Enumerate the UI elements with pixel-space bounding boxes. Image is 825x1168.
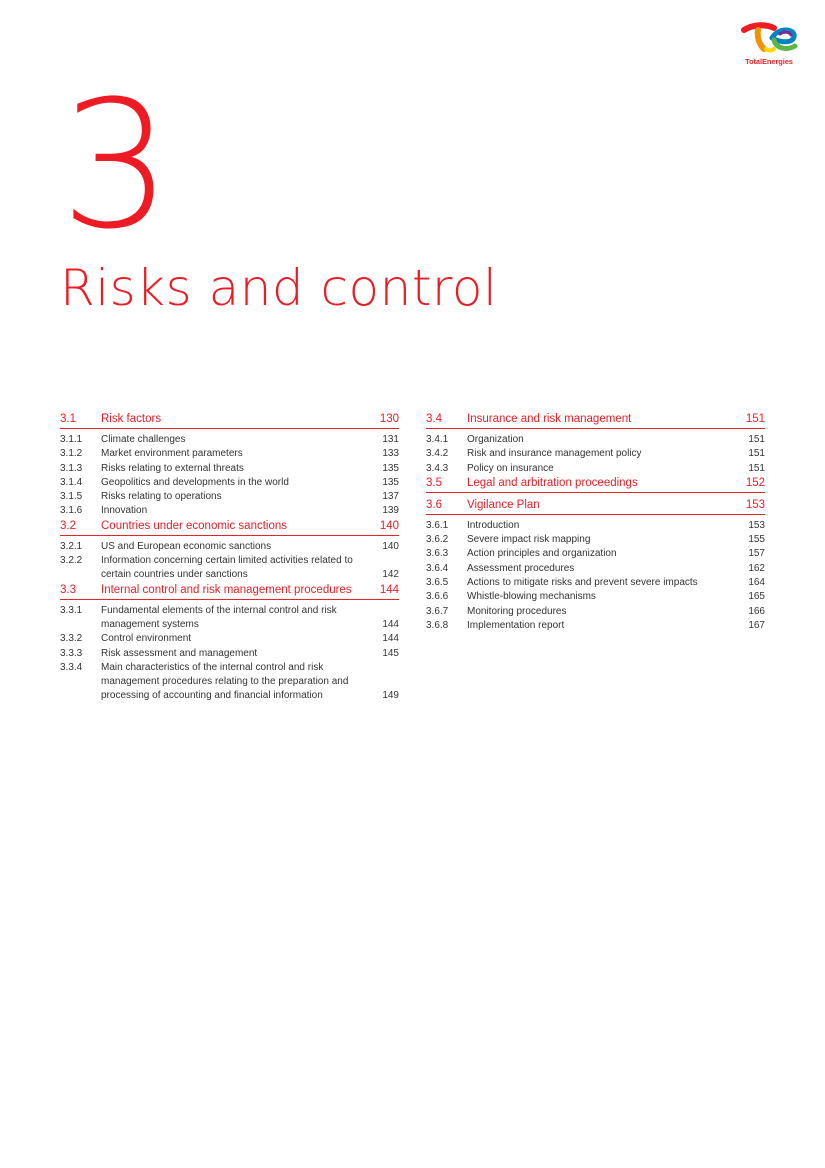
item-title: Main characteristics of the internal control and risk management procedures relating to the preparation and processing of accounting and financial information (101, 661, 349, 702)
item-page: 155 (748, 534, 765, 546)
brand-wordmark: TotalEnergies (745, 57, 793, 66)
section-number: 3.4 (426, 413, 442, 425)
section-title: Countries under economic sanctions (101, 519, 288, 532)
item-title: Fundamental elements of the internal control and risk management systems (101, 604, 337, 630)
section-title: Risk factors (101, 413, 162, 425)
item-number: 3.3.2 (60, 633, 83, 645)
toc-section-3-6[interactable] (426, 497, 765, 515)
toc-item-3-6-8[interactable] (426, 619, 765, 633)
toc-section-3-5[interactable] (426, 475, 765, 493)
toc-item-3-6-2[interactable] (426, 533, 765, 547)
item-number: 3.2.1 (60, 540, 83, 552)
item-title: Geopolitics and developments in the world (101, 476, 289, 488)
toc-section-3-4[interactable] (426, 411, 765, 429)
item-page: 167 (748, 619, 765, 631)
toc-item-3-6-5[interactable] (426, 576, 765, 590)
item-title: Risks relating to external threats (101, 462, 244, 474)
item-number: 3.6.7 (426, 605, 449, 617)
item-number: 3.4.1 (426, 434, 449, 445)
item-page: 142 (382, 569, 399, 581)
toc-item-3-3-3[interactable] (60, 647, 399, 661)
toc-item-3-4-2[interactable] (426, 447, 765, 461)
toc-item-3-1-2[interactable] (60, 447, 399, 461)
toc-item-3-6-4[interactable] (426, 562, 765, 576)
item-page: 166 (748, 605, 765, 617)
item-page: 151 (748, 434, 765, 445)
section-page: 130 (379, 413, 399, 425)
item-title: US and European economic sanctions (101, 540, 272, 552)
item-title: Risk and insurance management policy (467, 448, 642, 460)
section-page: 144 (379, 583, 399, 596)
toc-item-3-2-1[interactable] (60, 540, 399, 554)
item-number: 3.4.2 (426, 448, 449, 460)
item-number: 3.6.2 (426, 534, 449, 546)
item-page: 151 (748, 462, 765, 474)
item-page: 157 (748, 548, 765, 560)
section-page: 151 (745, 413, 765, 425)
item-page: 151 (748, 448, 765, 460)
item-title: Risks relating to operations (101, 491, 222, 503)
item-page: 162 (748, 562, 765, 574)
item-number: 3.2.2 (60, 555, 83, 567)
item-number: 3.6.5 (426, 577, 449, 589)
toc-item-3-3-4[interactable] (60, 661, 399, 704)
section-number: 3.5 (426, 476, 442, 489)
item-title: Policy on insurance (467, 462, 554, 474)
toc-section-3-1[interactable] (60, 411, 399, 429)
item-title: Assessment procedures (467, 562, 575, 574)
item-page: 137 (382, 491, 399, 503)
totalenergies-logo (738, 22, 800, 68)
item-title: Severe impact risk mapping (467, 534, 591, 546)
toc-item-3-6-7[interactable] (426, 605, 765, 619)
section-page: 140 (379, 519, 399, 532)
toc-right-column (426, 411, 765, 633)
toc-item-3-1-4[interactable] (60, 476, 399, 490)
item-title: Actions to mitigate risks and prevent severe impacts (467, 577, 698, 589)
item-title: Whistle-blowing mechanisms (467, 591, 596, 603)
item-page: 165 (748, 591, 765, 603)
item-number: 3.1.4 (60, 476, 83, 488)
item-page: 135 (382, 476, 399, 488)
item-page: 145 (382, 647, 399, 659)
item-title: Risk assessment and management (101, 647, 258, 659)
item-number: 3.6.4 (426, 562, 449, 574)
item-number: 3.1.3 (60, 462, 83, 474)
section-page: 152 (745, 476, 765, 489)
toc-section-3-2[interactable] (60, 518, 399, 536)
toc-item-3-3-1[interactable] (60, 604, 399, 633)
item-title: Market environment parameters (101, 448, 243, 460)
item-page: 144 (382, 618, 399, 630)
section-title: Internal control and risk management procedures (101, 583, 352, 596)
item-number: 3.4.3 (426, 462, 449, 474)
item-number: 3.6.1 (426, 519, 449, 531)
item-page: 135 (382, 462, 399, 474)
toc-item-3-1-1[interactable] (60, 433, 399, 447)
item-page: 149 (382, 690, 399, 702)
chapter-title: Risks and control (60, 259, 498, 317)
section-number: 3.2 (60, 519, 76, 532)
item-number: 3.6.8 (426, 619, 449, 631)
item-number: 3.6.3 (426, 548, 449, 560)
section-title: Legal and arbitration proceedings (467, 476, 638, 489)
item-number: 3.3.3 (60, 647, 83, 659)
item-title: Climate challenges (101, 434, 186, 445)
item-number: 3.1.1 (60, 434, 83, 445)
toc-item-3-3-2[interactable] (60, 632, 399, 646)
item-title: Information concerning certain limited activities related to certain countries under sanctions (101, 555, 353, 581)
section-number: 3.3 (60, 583, 76, 596)
item-title: Action principles and organization (467, 548, 617, 560)
section-page: 153 (745, 498, 765, 511)
toc-item-3-1-6[interactable] (60, 504, 399, 518)
toc-item-3-4-1[interactable] (426, 433, 765, 447)
item-number: 3.3.1 (60, 604, 83, 616)
item-title: Introduction (467, 519, 520, 531)
item-title: Organization (467, 434, 524, 445)
chapter-number: 3 (60, 63, 172, 268)
toc-item-3-2-2[interactable] (60, 554, 399, 583)
item-number: 3.3.4 (60, 661, 83, 673)
item-title: Monitoring procedures (467, 605, 567, 617)
toc-item-3-4-3[interactable] (426, 462, 765, 476)
item-page: 153 (748, 519, 765, 531)
item-title: Control environment (101, 633, 192, 645)
item-number: 3.1.5 (60, 491, 83, 503)
section-title: Insurance and risk management (467, 413, 632, 425)
item-page: 140 (382, 540, 399, 552)
toc-item-3-1-5[interactable] (60, 490, 399, 504)
section-number: 3.1 (60, 413, 76, 425)
section-number: 3.6 (426, 498, 442, 511)
toc-item-3-6-3[interactable] (426, 547, 765, 561)
item-page: 139 (382, 505, 399, 517)
item-page: 131 (382, 434, 399, 445)
toc-left-column (60, 411, 399, 704)
toc-item-3-6-1[interactable] (426, 519, 765, 533)
toc-item-3-6-6[interactable] (426, 590, 765, 604)
item-title: Innovation (101, 505, 148, 517)
item-page: 144 (382, 633, 399, 645)
item-number: 3.1.2 (60, 448, 83, 460)
item-number: 3.6.6 (426, 591, 449, 603)
totalenergies-swirl-icon (740, 22, 798, 54)
toc-item-3-1-3[interactable] (60, 462, 399, 476)
item-page: 133 (382, 448, 399, 460)
item-title: Implementation report (467, 619, 565, 631)
toc-section-3-3[interactable] (60, 582, 399, 600)
item-page: 164 (748, 577, 765, 589)
item-number: 3.1.6 (60, 505, 83, 517)
section-title: Vigilance Plan (467, 498, 540, 511)
